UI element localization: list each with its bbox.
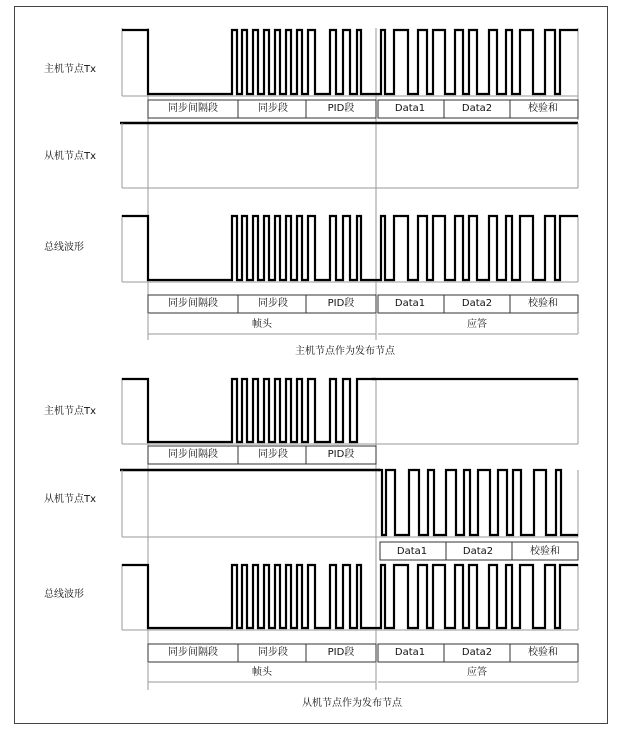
- segment-label: 同步间隔段: [168, 103, 218, 114]
- bus-waveform: [122, 216, 578, 280]
- segment-label: 校验和: [528, 298, 558, 309]
- row-label-master-tx: 主机节点Tx: [44, 64, 97, 75]
- section-caption: 从机节点作为发布节点: [302, 698, 402, 709]
- segment-label: 同步间隔段: [168, 647, 218, 658]
- segment-label: Data2: [461, 647, 493, 658]
- segment-label: 同步段: [258, 647, 288, 658]
- segment-label: PID段: [327, 647, 355, 658]
- segment-label: 同步段: [258, 103, 288, 114]
- segment-label: PID段: [327, 298, 355, 309]
- group-label-response: 应答: [467, 667, 487, 678]
- segment-label: Data1: [394, 298, 426, 309]
- segment-label: Data2: [461, 298, 493, 309]
- section-caption: 主机节点作为发布节点: [295, 346, 395, 357]
- group-label-response: 应答: [467, 319, 487, 330]
- row-label-master-tx: 主机节点Tx: [44, 406, 97, 417]
- master-tx-waveform: [122, 30, 578, 94]
- segment-label: PID段: [327, 449, 355, 460]
- slave-tx-waveform: [378, 470, 578, 535]
- master-tx-waveform: [122, 379, 376, 442]
- segment-label: 同步间隔段: [168, 298, 218, 309]
- segment-label: PID段: [327, 103, 355, 114]
- segment-label: 同步间隔段: [168, 449, 218, 460]
- group-label-frame-header: 帧头: [252, 667, 272, 678]
- segment-label: 同步段: [258, 298, 288, 309]
- row-label-bus-waveform: 总线波形: [44, 242, 84, 253]
- segment-label: 校验和: [528, 647, 558, 658]
- row-label-slave-tx: 从机节点Tx: [44, 494, 97, 505]
- segment-label: Data1: [394, 647, 426, 658]
- segment-label: Data1: [394, 103, 426, 114]
- segment-label: 校验和: [528, 103, 558, 114]
- group-label-frame-header: 帧头: [252, 319, 272, 330]
- segment-label: 同步段: [258, 449, 288, 460]
- segment-label: 校验和: [530, 546, 560, 557]
- row-label-bus-waveform: 总线波形: [44, 589, 84, 600]
- segment-label: Data1: [396, 546, 428, 557]
- bus-waveform: [122, 565, 578, 628]
- row-label-slave-tx: 从机节点Tx: [44, 151, 97, 162]
- segment-label: Data2: [462, 546, 494, 557]
- segment-label: Data2: [461, 103, 493, 114]
